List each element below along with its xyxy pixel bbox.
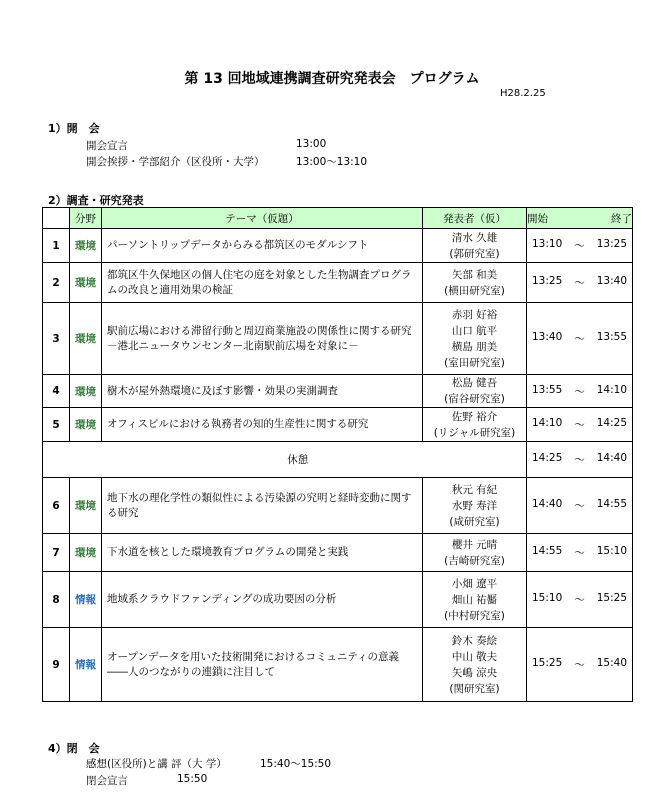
- table-row: [43, 263, 633, 303]
- tilde: ～: [574, 333, 585, 345]
- row-end: 14:55: [596, 498, 627, 510]
- table-row: [43, 478, 633, 534]
- tilde: ～: [574, 240, 585, 252]
- page-title: 第 13 回地域連携調査研究発表会 プログラム: [184, 71, 480, 87]
- presenter-name: 櫻井 元晴: [451, 538, 498, 551]
- presenter-name: 矢嶋 涼央: [451, 666, 498, 679]
- row-end: 15:25: [596, 592, 627, 604]
- header-end: 終了: [611, 212, 632, 225]
- tilde: ～: [574, 454, 585, 466]
- row-number: 6: [43, 478, 70, 534]
- row-theme: オフィスビルにおける執務者の知的生産性に関する研究: [102, 408, 423, 442]
- row-theme: 都筑区牛久保地区の個人住宅の庭を対象とした生物調査プログラムの改良と適用効果の検証: [102, 263, 423, 303]
- row-end: 14:25: [596, 417, 627, 429]
- row-number: 3: [43, 303, 70, 375]
- break-label: 休憩: [70, 442, 527, 478]
- presenter-lab: (リジャル研究室): [433, 426, 516, 439]
- row-number: 9: [43, 628, 70, 702]
- opening-item-label: 開会宣言: [86, 140, 128, 152]
- header-presenter: 発表者（仮）: [423, 208, 527, 229]
- presenter-name: 中山 敬夫: [451, 650, 498, 663]
- header-field: 分野: [70, 208, 102, 229]
- row-end: 15:40: [596, 657, 627, 669]
- row-time: [527, 375, 633, 408]
- presenter-name: 松島 健吾: [451, 377, 498, 389]
- row-start: 13:55: [532, 383, 563, 396]
- row-time: [527, 442, 633, 478]
- presenter-name: 山口 航平: [451, 324, 498, 337]
- presenter-lab: (関研究室): [449, 682, 500, 695]
- row-presenters: [423, 303, 527, 375]
- row-presenters: [423, 534, 527, 572]
- presenter-lab: (室田研究室): [444, 356, 505, 369]
- closing-item-label: 感想(区役所)と講 評（大 学）: [86, 758, 227, 770]
- row-start: 14:25: [532, 452, 563, 464]
- presenter-lab: (横田研究室): [444, 284, 505, 297]
- row-field: 環境: [70, 263, 102, 303]
- row-field: 環境: [70, 375, 102, 408]
- row-field: 環境: [70, 229, 102, 263]
- row-end: 15:10: [596, 545, 627, 557]
- row-end: 14:40: [596, 452, 627, 464]
- row-field: 環境: [70, 478, 102, 534]
- presenter-name: 清水 久雄: [451, 231, 498, 244]
- row-presenters: [423, 375, 527, 408]
- presenter-name: 佐野 裕介: [451, 410, 498, 423]
- row-theme: 地下水の理化学性の類似性による汚染源の究明と経時変動に関する研究: [102, 478, 423, 534]
- row-end: 13:40: [596, 275, 627, 287]
- presenter-name: 水野 寿洋: [451, 499, 498, 512]
- row-end: 13:25: [596, 238, 627, 250]
- tilde: ～: [574, 419, 585, 431]
- row-time: [527, 478, 633, 534]
- row-field: 環境: [70, 303, 102, 375]
- row-number: 7: [43, 534, 70, 572]
- row-time: [527, 572, 633, 628]
- row-start: 14:10: [532, 417, 563, 429]
- row-presenters: [423, 572, 527, 628]
- row-number: 1: [43, 229, 70, 263]
- table-row: [43, 303, 633, 375]
- row-start: 13:25: [532, 275, 563, 287]
- presenter-lab: (中村研究室): [444, 609, 505, 622]
- row-theme: オープンデータを用いた技術開発におけるコミュニティの意義――人のつながりの連鎖に注目して: [102, 628, 423, 702]
- tilde: ～: [574, 547, 585, 559]
- closing-item-time: 15:50: [177, 773, 208, 785]
- row-time: [527, 263, 633, 303]
- row-end: 13:55: [596, 331, 627, 343]
- section-research-heading: 2）調査・研究発表: [48, 194, 144, 207]
- table-row: [43, 408, 633, 442]
- closing-item-time: 15:40～15:50: [260, 758, 332, 770]
- presenter-lab: (宿谷研究室): [444, 393, 505, 405]
- row-end: 14:10: [596, 383, 627, 396]
- header-no: [43, 208, 70, 229]
- header-time: [527, 208, 633, 229]
- row-time: [527, 303, 633, 375]
- presenter-name: 秋元 有紀: [451, 483, 498, 496]
- row-presenters: [423, 628, 527, 702]
- table-row: [43, 375, 633, 408]
- row-number: 2: [43, 263, 70, 303]
- tilde: ～: [574, 500, 585, 512]
- tilde: ～: [574, 659, 585, 671]
- tilde: ～: [574, 594, 585, 606]
- opening-item-time: 13:00～13:10: [296, 156, 368, 168]
- row-time: [527, 534, 633, 572]
- row-number: 4: [43, 375, 70, 408]
- header-start: 開始: [527, 212, 548, 225]
- row-start: 14:40: [532, 498, 563, 510]
- row-number: 5: [43, 408, 70, 442]
- date: H28.2.25: [500, 88, 546, 99]
- row-start: 14:55: [532, 545, 563, 557]
- row-field: 環境: [70, 534, 102, 572]
- presenter-name: 鈴木 奏絵: [451, 634, 498, 647]
- row-start: 15:25: [532, 657, 563, 669]
- break-spacer: [43, 442, 70, 478]
- row-number: 8: [43, 572, 70, 628]
- opening-item-label: 開会挨拶・学部紹介（区役所・大学）: [86, 156, 265, 168]
- row-theme: 駅前広場における滞留行動と周辺商業施設の関係性に関する研究 －港北ニュータウンセンター北南駅前広場を対象に－: [102, 303, 423, 375]
- row-field: 環境: [70, 408, 102, 442]
- presenter-lab: (郭研究室): [449, 247, 500, 260]
- presenter-name: 矢部 和美: [451, 268, 498, 281]
- row-presenters: [423, 478, 527, 534]
- presenter-name: 畑山 祐靨: [451, 593, 498, 606]
- section-closing-heading: 4）閉 会: [48, 742, 100, 755]
- presenter-name: 赤羽 好裕: [451, 308, 498, 321]
- opening-item-time: 13:00: [296, 138, 327, 150]
- table-header-row: [43, 208, 633, 229]
- table-row: [43, 534, 633, 572]
- row-theme: 樹木が屋外熱環境に及ぼす影響・効果の実測調査: [102, 375, 423, 408]
- presenter-name: 横島 朋美: [451, 340, 498, 353]
- row-field: 情報: [70, 572, 102, 628]
- row-time: [527, 408, 633, 442]
- row-time: [527, 229, 633, 263]
- closing-item-label: 閉会宣言: [86, 775, 128, 787]
- row-start: 13:10: [532, 238, 563, 250]
- table-row: [43, 572, 633, 628]
- presenter-lab: (咸研究室): [449, 515, 500, 528]
- row-presenters: [423, 263, 527, 303]
- row-theme: 下水道を核とした環境教育プログラムの開発と実践: [102, 534, 423, 572]
- row-field: 情報: [70, 628, 102, 702]
- row-start: 13:40: [532, 331, 563, 343]
- section-opening-heading: 1）開 会: [48, 122, 100, 135]
- table-row: [43, 628, 633, 702]
- row-theme: パーソントリップデータからみる都筑区のモダルシフト: [102, 229, 423, 263]
- row-time: [527, 628, 633, 702]
- presenter-lab: (吉崎研究室): [444, 554, 505, 567]
- header-theme: テーマ（仮題）: [102, 208, 423, 229]
- break-row: [43, 442, 633, 478]
- presenter-name: 小畑 遼平: [451, 577, 498, 590]
- row-presenters: [423, 408, 527, 442]
- row-theme: 地域系クラウドファンディングの成功要因の分析: [102, 572, 423, 628]
- program-table: [42, 207, 633, 702]
- tilde: ～: [574, 277, 585, 289]
- table-row: [43, 229, 633, 263]
- row-presenters: [423, 229, 527, 263]
- tilde: ～: [574, 385, 585, 398]
- row-start: 15:10: [532, 592, 563, 604]
